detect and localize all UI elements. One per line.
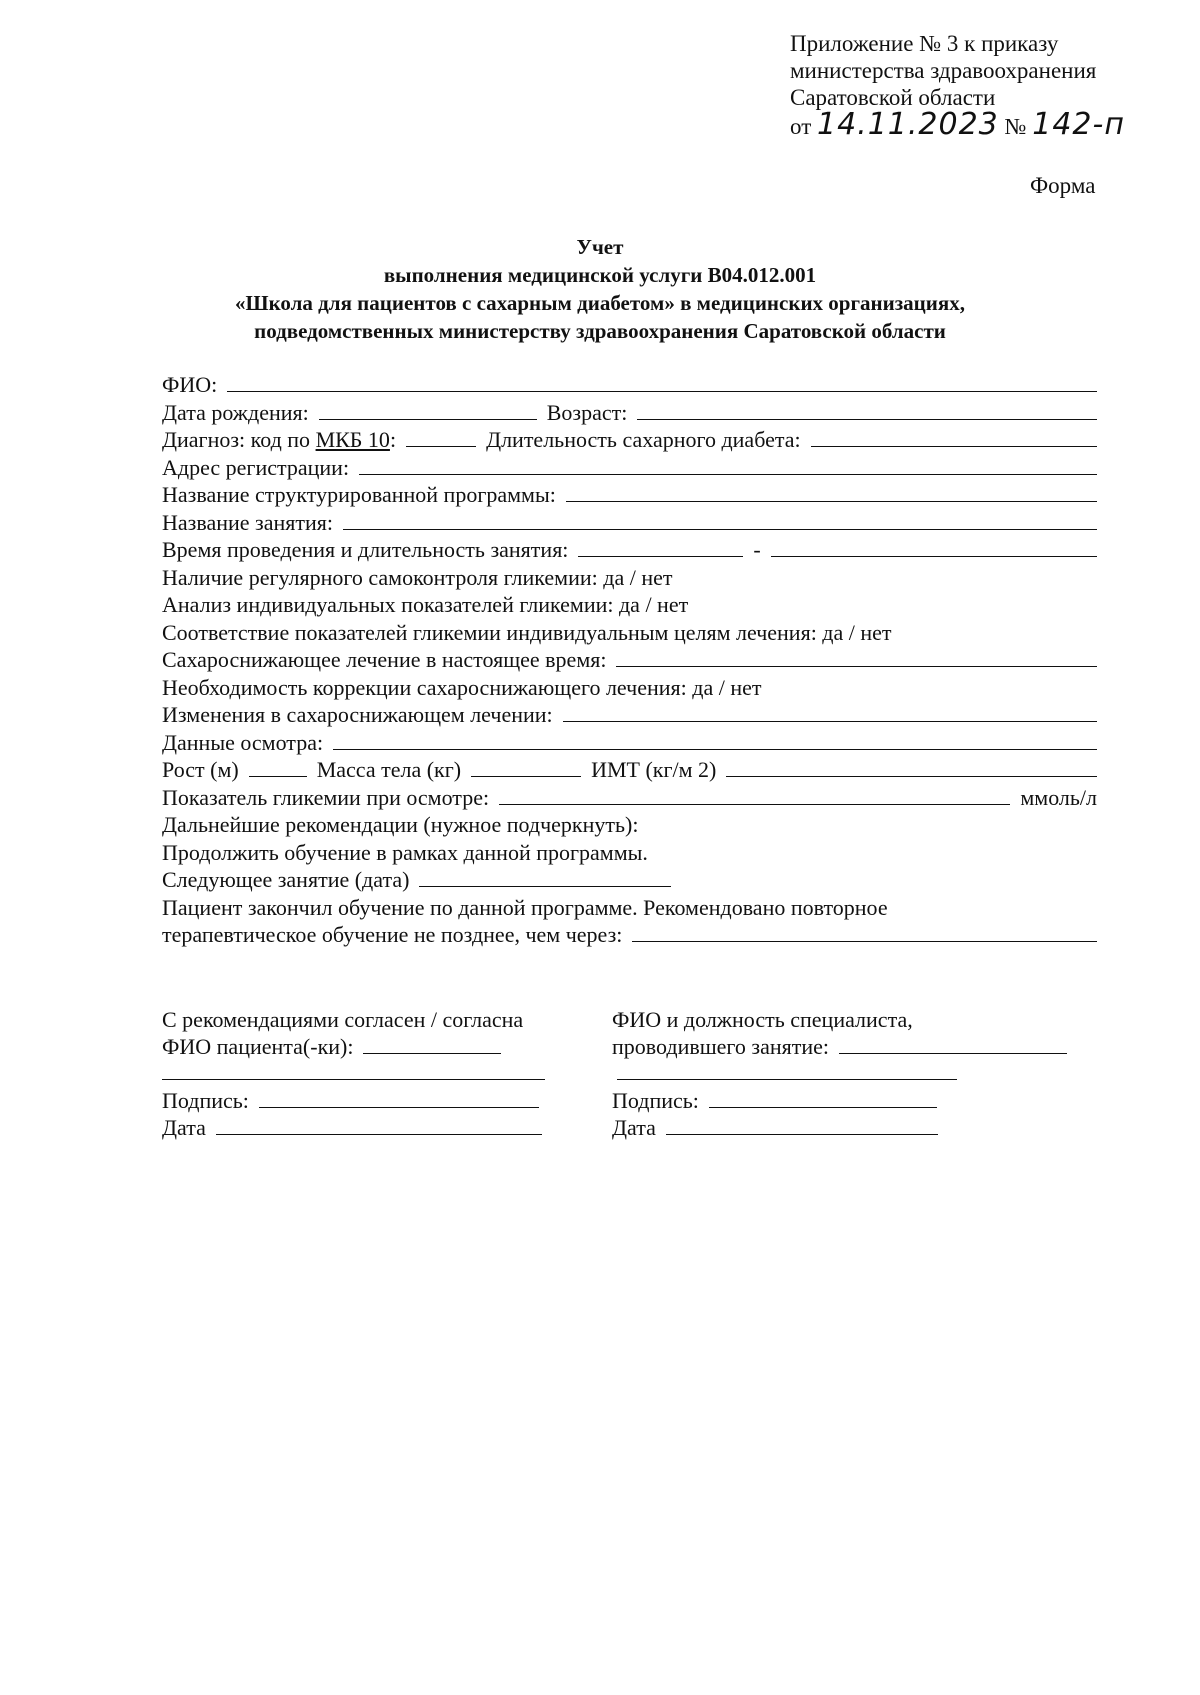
birth-date-blank[interactable] [319,401,537,420]
glycemia-unit: ммоль/л [1020,784,1097,810]
document-title [160,233,1040,345]
specialist-extra-blank[interactable] [617,1061,957,1080]
patient-signature-blank[interactable] [259,1089,539,1108]
address-row [162,455,1097,483]
specialist-signature-row [612,1088,1092,1115]
self-control-row [162,565,1097,593]
lesson-time-row [162,537,1097,565]
patient-agree-row [162,1007,582,1034]
treatment-changes-label: Изменения в сахароснижающем лечении: [162,702,553,727]
form-body [162,372,1097,950]
repeat-training-blank[interactable] [632,923,1097,942]
patient-date-blank[interactable] [216,1116,542,1135]
mkb-label: МКБ 10 [315,427,390,452]
lesson-name-blank[interactable] [343,511,1097,530]
address-label: Адрес регистрации: [162,454,350,480]
from-label: от [790,114,812,139]
next-lesson-row [162,867,1097,895]
current-treatment-label: Сахароснижающее лечение в настоящее время: [162,647,607,672]
conformity-text: Соответствие показателей гликемии индивидуальным целям лечения: да / нет [162,619,892,645]
specialist-line-row [612,1061,1092,1088]
diagnosis-code-blank[interactable] [406,428,476,447]
correction-text: Необходимость коррекции сахароснижающего лечения: да / нет [162,674,762,700]
specialist-date-row [612,1115,1092,1142]
weight-blank[interactable] [471,758,581,777]
lesson-time-blank[interactable] [578,538,743,557]
fio-blank[interactable] [227,373,1097,392]
title-line-2: выполнения медицинской услуги B04.012.001 [383,263,817,287]
birth-date-label: Дата рождения: [162,399,309,425]
specialist-date-label: Дата [612,1115,656,1140]
header-date-row [790,107,1125,142]
order-header [790,30,1125,141]
diagnosis-colon: : [389,427,397,452]
patient-signature-row [162,1088,582,1115]
address-blank[interactable] [359,456,1097,475]
lesson-name-label: Название занятия: [162,509,333,535]
patient-agree-text: С рекомендациями согласен / согласна [162,1007,524,1032]
specialist-row-1 [612,1007,1092,1034]
patient-fio-label: ФИО пациента(-ки): [162,1034,354,1059]
patient-fio-row [162,1034,582,1061]
form-label: Форма [1030,173,1096,198]
treatment-changes-blank[interactable] [563,703,1097,722]
height-label: Рост (м) [162,757,239,782]
handwritten-number: 142-п [1032,107,1125,142]
title-line-1: Учет [576,235,624,259]
bmi-label: ИМТ (кг/м 2) [591,757,717,782]
header-line-2: министерства здравоохранения [790,58,1097,83]
program-row [162,482,1097,510]
analysis-row [162,592,1097,620]
finished-row-2 [162,922,1097,950]
age-label: Возраст: [546,399,628,425]
patient-fio-extra-blank[interactable] [162,1061,545,1080]
lesson-duration-blank[interactable] [771,538,1097,557]
fio-label: ФИО: [162,372,218,397]
specialist-label-2: проводившего занятие: [612,1034,830,1059]
program-name-label: Название структурированной программы: [162,482,556,507]
exam-data-blank[interactable] [333,731,1097,750]
finished-text-1: Пациент закончил обучение по данной программе. Рекомендовано повторное [162,894,888,920]
specialist-label-1: ФИО и должность специалиста, [612,1007,913,1032]
specialist-row-2 [612,1034,1092,1061]
diagnosis-label: Диагноз: код по [162,427,311,452]
diagnosis-row [162,427,1097,455]
anthropometry-row [162,757,1097,785]
specialist-blank[interactable] [839,1035,1067,1054]
lesson-time-label: Время проведения и длительность занятия: [162,537,569,562]
correction-row [162,675,1097,703]
diabetes-duration-blank[interactable] [811,428,1097,447]
specialist-signature-label: Подпись: [612,1088,699,1113]
recommendations-row [162,812,1097,840]
patient-signature-block [162,1007,582,1142]
header-line-1: Приложение № 3 к приказу [790,31,1059,56]
handwritten-date: 14.11.2023 [817,107,999,142]
specialist-signature-blank[interactable] [709,1089,937,1108]
patient-fio-blank[interactable] [363,1035,501,1054]
conformity-row [162,620,1097,648]
program-name-blank[interactable] [566,483,1097,502]
specialist-date-blank[interactable] [666,1116,938,1135]
bmi-blank[interactable] [726,758,1097,777]
recommendations-text: Дальнейшие рекомендации (нужное подчеркнуть): [162,812,639,837]
treatment-changes-row [162,702,1097,730]
height-blank[interactable] [249,758,307,777]
glycemia-blank[interactable] [499,786,1010,805]
self-control-text: Наличие регулярного самоконтроля гликемии: да / нет [162,564,673,590]
title-line-3: «Школа для пациентов с сахарным диабетом» в медицинских организациях, [235,291,965,315]
finished-row-1 [162,895,1097,923]
patient-date-row [162,1115,582,1142]
fio-row [162,372,1097,400]
continue-text: Продолжить обучение в рамках данной программы. [162,839,648,865]
diabetes-duration-label: Длительность сахарного диабета: [486,427,801,452]
number-label: № [1004,114,1027,139]
next-lesson-label: Следующее занятие (дата) [162,867,410,892]
exam-data-label: Данные осмотра: [162,729,324,755]
specialist-signature-block [612,1007,1092,1142]
birth-age-row [162,400,1097,428]
finished-text-2: терапевтическое обучение не позднее, чем через: [162,922,623,947]
next-lesson-blank[interactable] [419,868,671,887]
lesson-name-row [162,510,1097,538]
current-treatment-blank[interactable] [616,648,1097,667]
patient-date-label: Дата [162,1115,206,1140]
exam-data-row [162,730,1097,758]
continue-row [162,840,1097,868]
header-line-3: Саратовской области [790,85,996,110]
patient-fio-line-row [162,1061,582,1088]
analysis-text: Анализ индивидуальных показателей гликемии: да / нет [162,592,689,617]
glycemia-row [162,785,1097,813]
patient-signature-label: Подпись: [162,1088,249,1113]
lesson-time-dash: - [753,537,761,562]
title-line-4: подведомственных министерству здравоохранения Саратовской области [254,319,946,343]
weight-label: Масса тела (кг) [316,757,462,782]
age-blank[interactable] [637,401,1097,420]
current-treatment-row [162,647,1097,675]
glycemia-label: Показатель гликемии при осмотре: [162,784,490,810]
